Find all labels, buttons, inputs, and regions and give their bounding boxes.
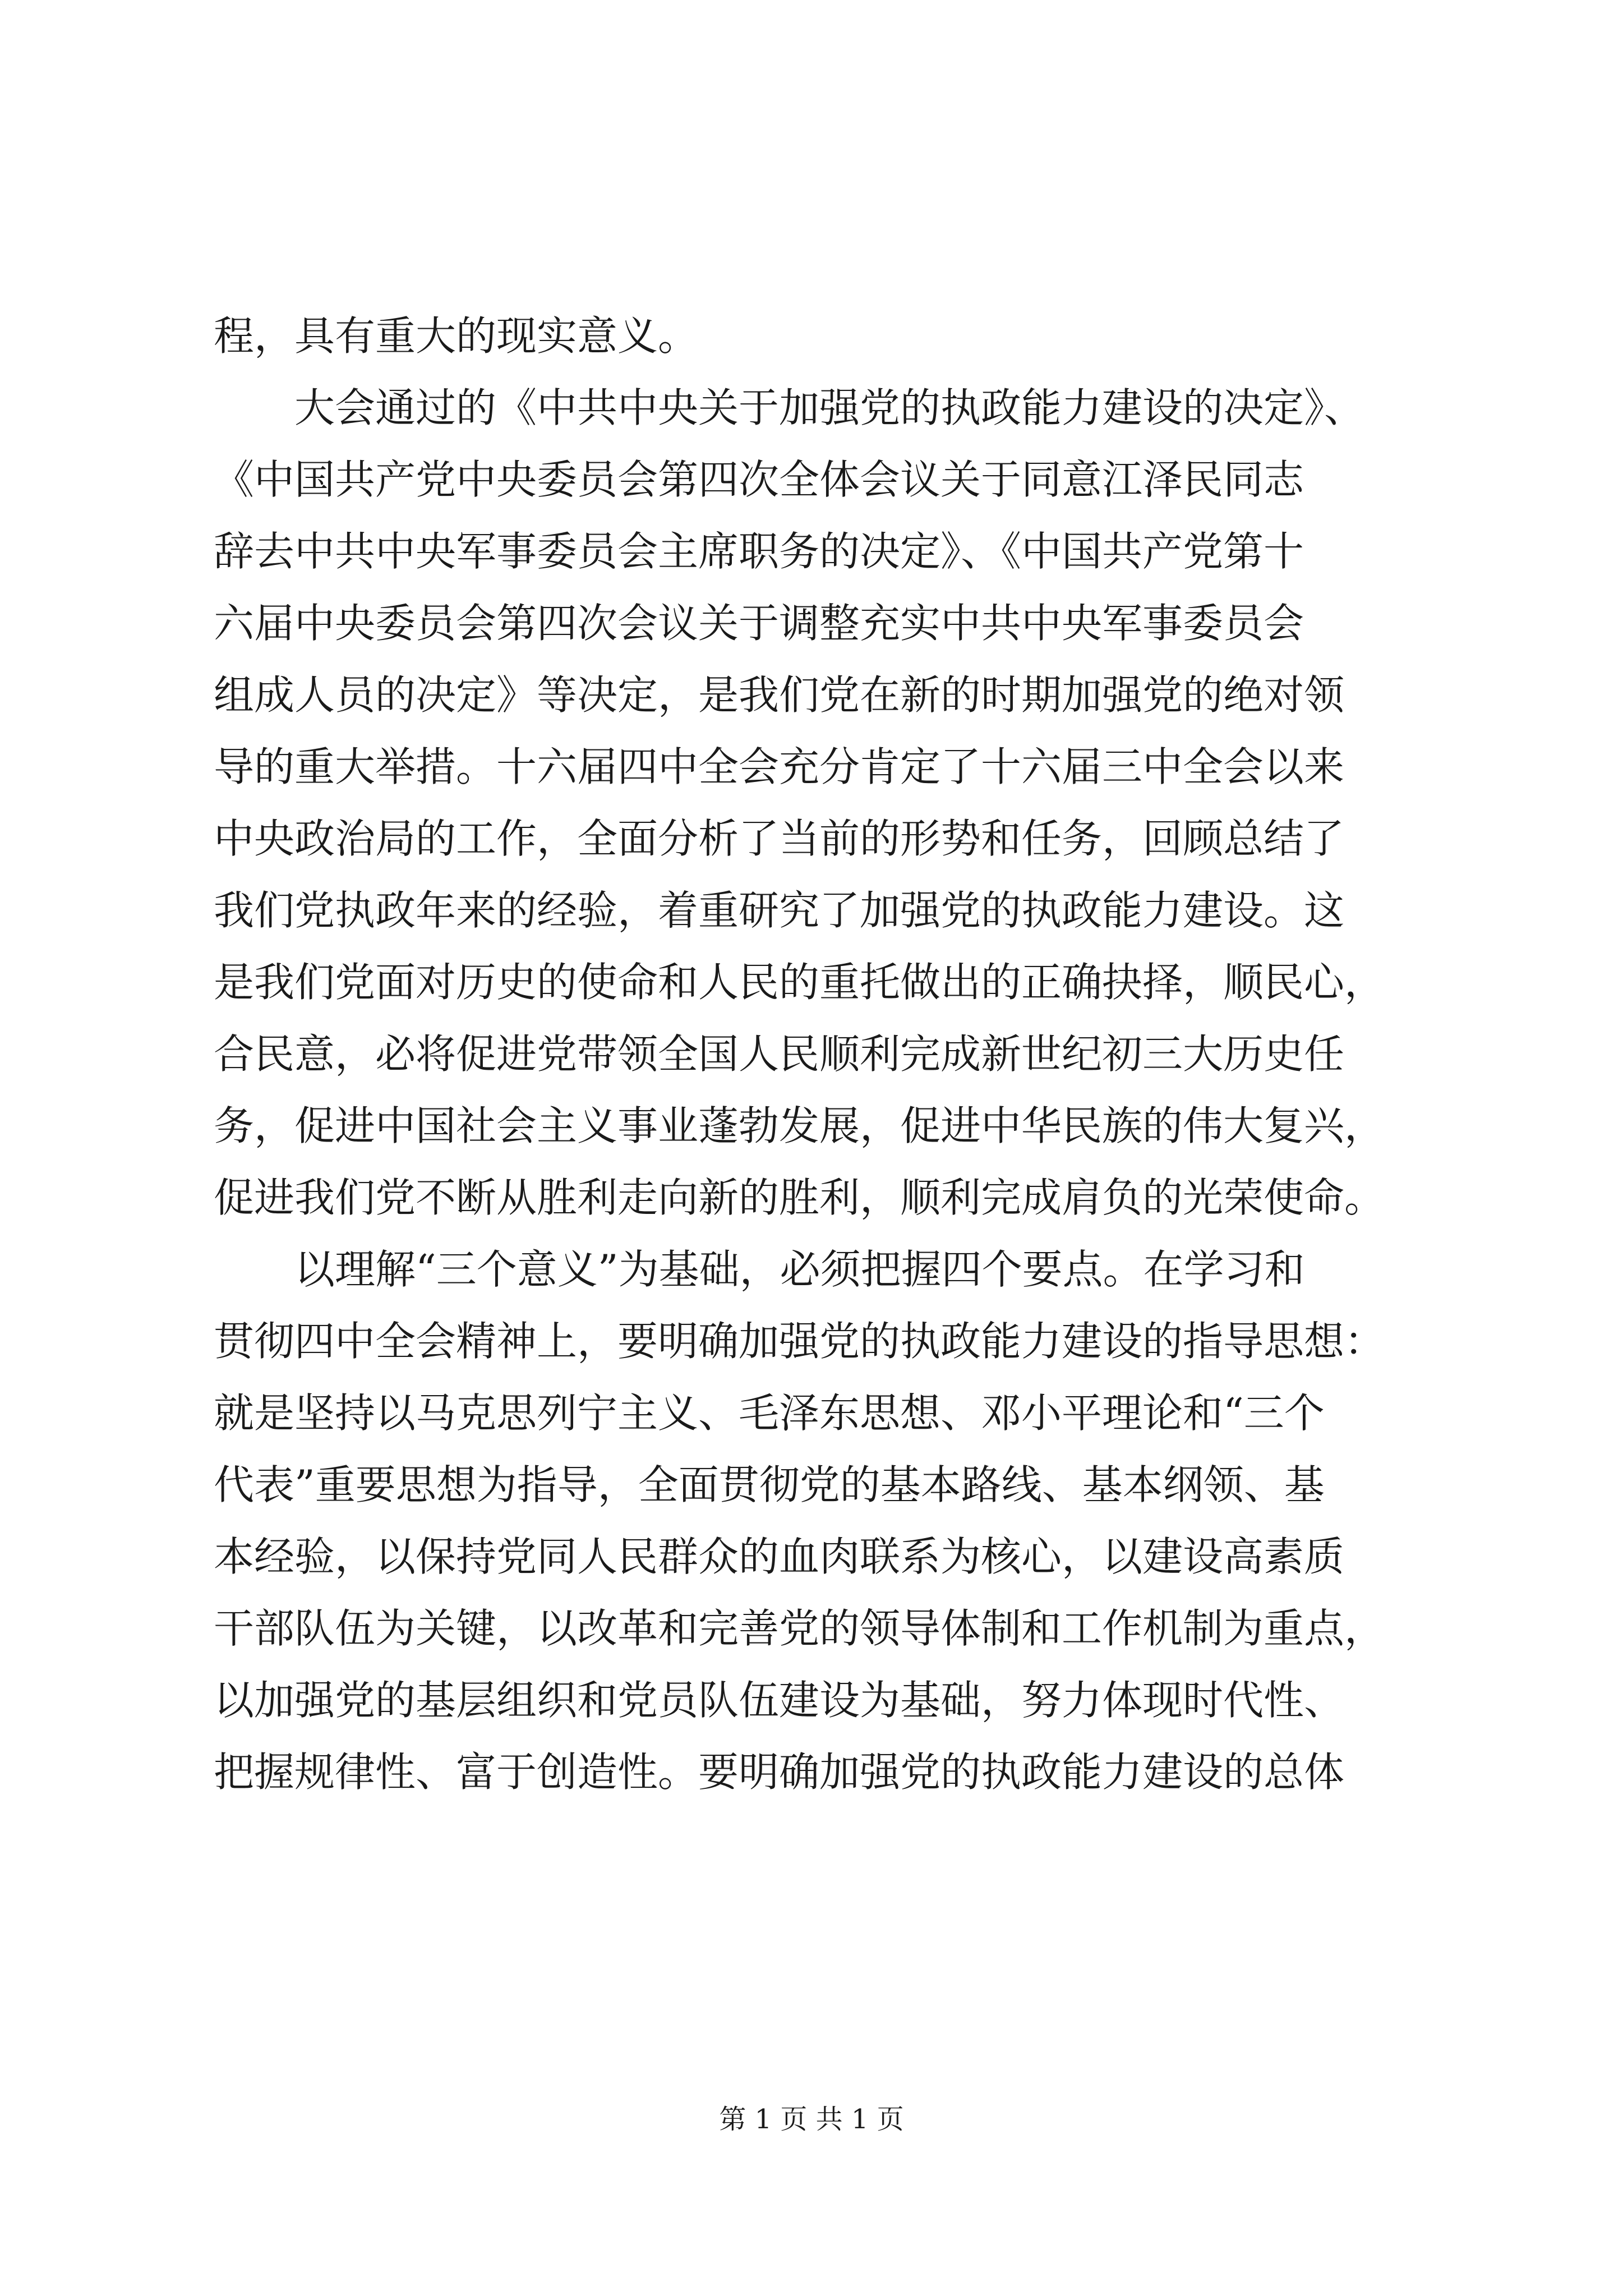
text-line: 务，促进中国社会主义事业蓬勃发展，促进中华民族的伟大复兴，	[214, 1102, 1385, 1149]
page-number-footer: 第 1 页 共 1 页	[719, 2104, 904, 2135]
text-line: 干部队伍为关键，以改革和完善党的领导体制和工作机制为重点，	[214, 1605, 1385, 1652]
text-line: 就是坚持以马克思列宁主义、毛泽东思想、邓小平理论和“三个	[214, 1389, 1325, 1437]
text-line: 导的重大举措。十六届四中全会充分肯定了十六届三中全会以来	[214, 743, 1345, 790]
text-line: 《中国共产党中央委员会第四次全体会议关于同意江泽民同志	[214, 456, 1304, 503]
text-line: 把握规律性、富于创造性。要明确加强党的执政能力建设的总体	[214, 1749, 1345, 1796]
paragraph-start-line: 大会通过的《中共中央关于加强党的执政能力建设的决定》、	[294, 384, 1365, 431]
text-line: 是我们党面对历史的使命和人民的重托做出的正确抉择，顺民心，	[214, 959, 1385, 1006]
text-line: 组成人员的决定》等决定，是我们党在新的时期加强党的绝对领	[214, 671, 1345, 719]
text-line: 本经验，以保持党同人民群众的血肉联系为核心，以建设高素质	[214, 1533, 1345, 1580]
body-text	[214, 300, 1425, 1808]
text-line: 辞去中共中央军事委员会主席职务的决定》、《中国共产党第十	[214, 528, 1304, 575]
paragraph-start-line: 以理解“三个意义”为基础，必须把握四个要点。在学习和	[294, 1246, 1305, 1293]
text-line: 促进我们党不断从胜利走向新的胜利，顺利完成肩负的光荣使命。	[214, 1174, 1385, 1221]
text-line: 中央政治局的工作，全面分析了当前的形势和任务，回顾总结了	[214, 815, 1345, 862]
text-line: 以加强党的基层组织和党员队伍建设为基础，努力体现时代性、	[214, 1677, 1345, 1724]
text-line: 合民意，必将促进党带领全国人民顺利完成新世纪初三大历史任	[214, 1030, 1345, 1078]
text-line: 代表”重要思想为指导，全面贯彻党的基本路线、基本纲领、基	[214, 1461, 1325, 1508]
text-line: 贯彻四中全会精神上，要明确加强党的执政能力建设的指导思想：	[214, 1318, 1385, 1365]
text-line: 程，具有重大的现实意义。	[214, 312, 699, 360]
text-line: 六届中央委员会第四次会议关于调整充实中共中央军事委员会	[214, 600, 1304, 647]
text-line: 我们党执政年来的经验，着重研究了加强党的执政能力建设。这	[214, 887, 1345, 934]
